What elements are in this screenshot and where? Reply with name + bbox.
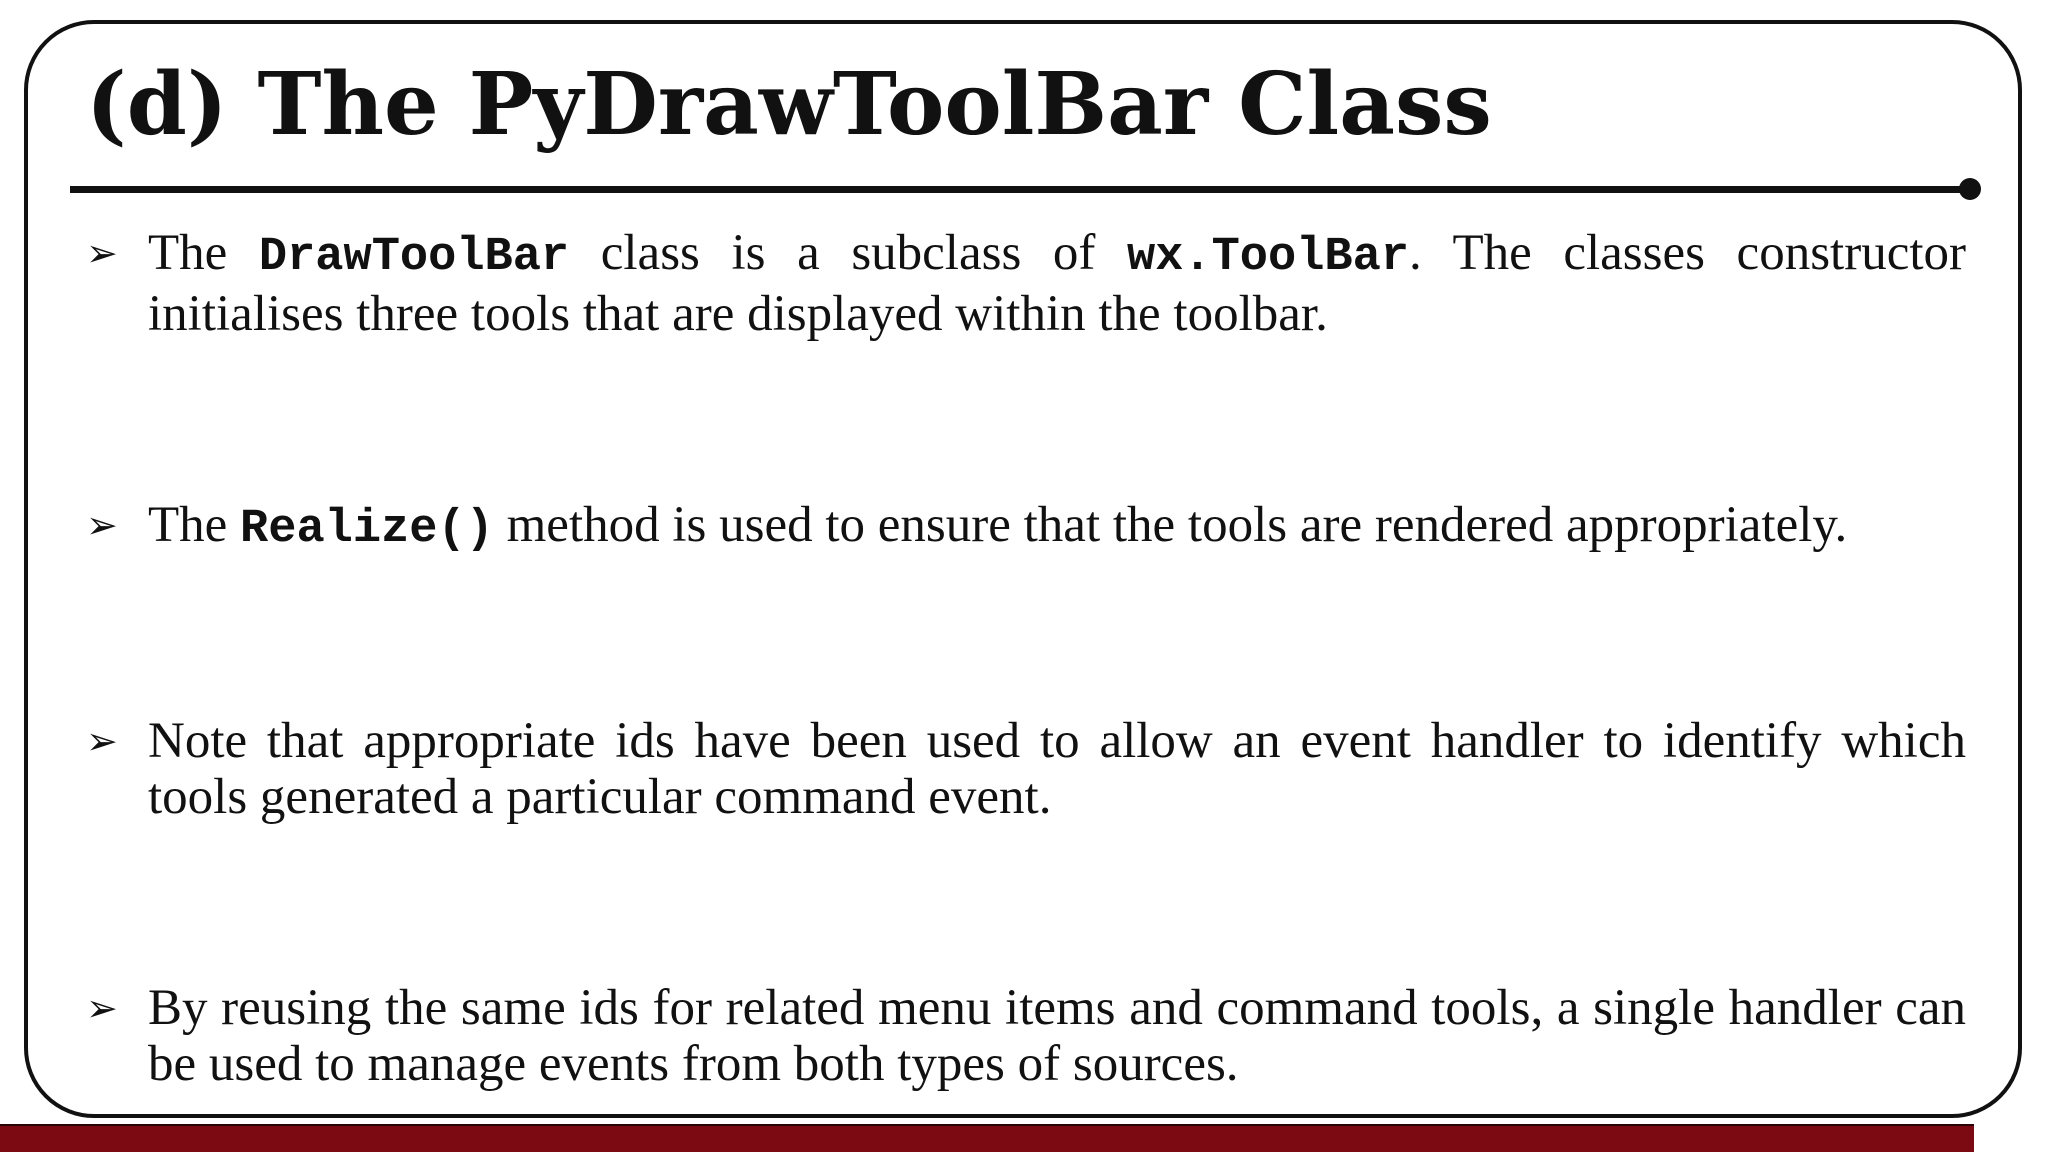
title-underline-dot — [1959, 178, 1981, 200]
arrow-bullet-icon: ➢ — [86, 503, 118, 547]
bullet-1-text-3: . The classes constructor initialises three tools that are displayed within the toolbar. — [148, 225, 1966, 342]
arrow-bullet-icon: ➢ — [86, 231, 118, 275]
bullet-2-text-2: method is used to ensure that the tools are rendered appropriately. — [493, 497, 1848, 553]
bullet-3-text-1: Note that appropriate ids have been used to allow an event handler to identify which tools generated a particular command event. — [148, 713, 1966, 825]
arrow-bullet-icon: ➢ — [86, 719, 118, 763]
bullet-item-4 — [86, 980, 1966, 1092]
bullet-1-text-2: class is a subclass of — [569, 225, 1127, 281]
slide-title: (d) The PyDrawToolBar Class — [86, 54, 1492, 155]
bullet-1-text-1: The — [148, 225, 259, 281]
bullet-item-1 — [86, 225, 1966, 342]
bullet-item-3 — [86, 713, 1966, 825]
arrow-bullet-icon: ➢ — [86, 986, 118, 1030]
bullet-list — [86, 225, 1966, 1152]
bullet-1-code-drawtoolbar: DrawToolBar — [258, 231, 570, 284]
bullet-item-2 — [86, 497, 1966, 558]
bullet-2-text-1: The — [148, 497, 241, 553]
title-underline — [70, 186, 1972, 193]
footer-bar — [0, 1124, 1974, 1152]
bullet-1-code-wx-toolbar: wx.ToolBar — [1126, 231, 1410, 284]
bullet-4-text-1: By reusing the same ids for related menu items and command tools, a single handler can be used to manage events from both types of sources. — [148, 980, 1966, 1092]
bullet-2-code-realize: Realize() — [240, 503, 494, 556]
